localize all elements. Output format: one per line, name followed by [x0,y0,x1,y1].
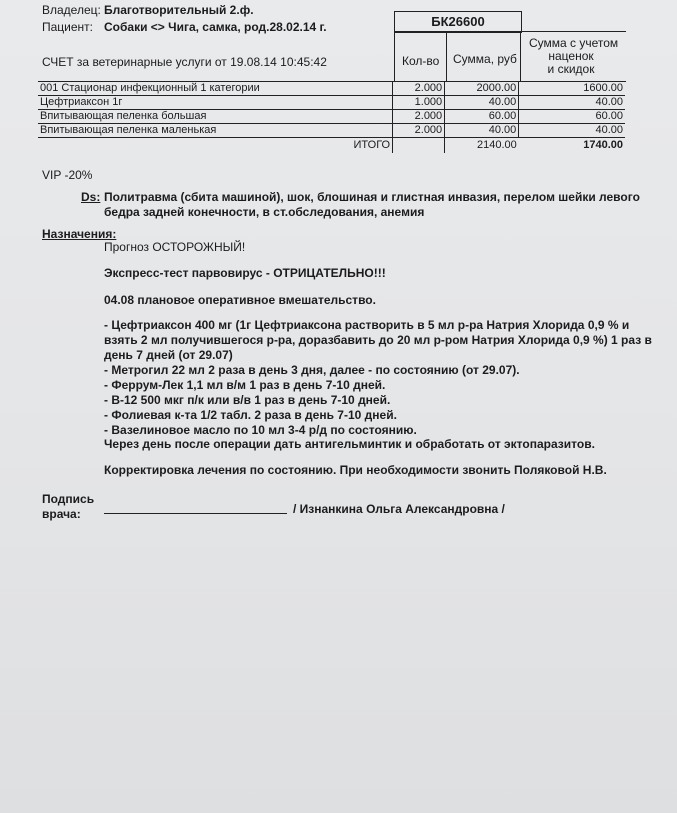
signature-line [104,513,287,514]
table-row [38,96,625,110]
diagnosis-text [104,190,640,220]
item-qty: 1.000 [393,96,445,110]
item-total: 40.00 [519,96,625,110]
owner-label: Владелец: [42,3,101,17]
item-total: 40.00 [519,124,625,138]
header-divider [446,31,447,81]
item-qty: 2.000 [393,124,445,138]
item-qty: 2.000 [393,110,445,124]
item-qty: 2.000 [393,82,445,96]
item-total: 60.00 [519,110,625,124]
item-total: 1600.00 [519,82,625,96]
medication-line: - В-12 500 мкг п/к или в/в 1 раз в день 7-10 дней. [104,393,391,407]
medication-line: взять 2 мл получившегося р-ра, доразбавить до 20 мл р-ром Натрия Хлорида 0,9 %) 1 раз в [104,333,652,347]
patient-value: Собаки <> Чига, самка, род.28.02.14 г. [104,20,327,34]
prognosis: Прогноз ОСТОРОЖНЫЙ! [104,240,246,254]
medication-line: - Вазелиновое масло по 10 мл 3-4 р/д по состоянию. [104,423,417,437]
table-row [38,110,625,124]
header-divider [394,31,395,81]
item-name: Цефтриаксон 1г [38,96,393,110]
item-sum: 40.00 [445,96,519,110]
owner-value: Благотворительный 2.ф. [104,3,254,17]
item-sum: 60.00 [445,110,519,124]
total-row [38,138,625,154]
medication-line: - Феррум-Лек 1,1 мл в/м 1 раз в день 7-10 дней. [104,378,386,392]
col-total-header-line: Сумма с учетом [529,36,619,50]
invoice-table [38,82,625,153]
col-total-header-line: и скидок [547,62,595,76]
item-name: Впитывающая пеленка большая [38,110,393,124]
header-divider [394,31,626,32]
after-surgery-note: Через день после операции дать антигельминтик и обработать от эктопаразитов. [104,437,595,451]
total-label: ИТОГО [353,139,391,151]
medication-line: - Фолиевая к-та 1/2 табл. 2 раза в день 7-10 дней. [104,408,397,422]
total-sum: 2140.00 [445,138,519,154]
correction-note: Корректировка лечения по состоянию. При необходимости звонить Поляковой Н.В. [104,463,607,477]
parvovirus-test: Экспресс-тест парвовирус - ОТРИЦАТЕЛЬНО!!! [104,266,386,280]
invoice-id: БК26600 [394,11,522,33]
medication-line: день 7 дней (от 29.07) [104,348,233,362]
medication-list [104,318,652,438]
col-total-header-line: наценок [548,49,594,63]
item-name: 001 Стационар инфекционный 1 категории [38,82,393,96]
discount-label: VIP -20% [42,168,93,182]
signature-label-line: Подпись [42,492,95,506]
medication-line: - Метрогил 22 мл 2 раза в день 3 дня, далее - по состоянию (от 29.07). [104,363,520,377]
patient-label: Пациент: [42,20,94,34]
invoice-title: СЧЕТ за ветеринарные услуги от 19.08.14 10:45:42 [42,55,327,69]
signature-label [42,492,94,522]
diagnosis-line: Политравма (сбита машиной), шок, блошиная и глистная инвазия, перелом шейки левого [104,190,640,204]
total-qty-empty [393,138,445,154]
total-final: 1740.00 [583,139,623,151]
surgery-note: 04.08 плановое оперативное вмешательство. [104,293,376,307]
header-divider [520,31,521,81]
col-sum-header: Сумма, руб [453,52,517,66]
item-sum: 2000.00 [445,82,519,96]
diagnosis-label: Ds: [81,190,101,204]
table-row [38,124,625,138]
signature-label-line: врача: [42,507,81,521]
medication-line: - Цефтриаксон 400 мг (1г Цефтриаксона растворить в 5 мл р-ра Натрия Хлорида 0,9 % и [104,318,630,332]
item-name: Впитывающая пеленка маленькая [38,124,393,138]
doctor-name: / Изнанкина Ольга Александровна / [293,502,505,516]
col-total-header [529,36,619,76]
diagnosis-line: бедра задней конечности, в ст.обследования, анемия [104,205,425,219]
prescriptions-label: Назначения: [42,227,117,241]
item-sum: 40.00 [445,124,519,138]
table-row [38,82,625,96]
col-qty-header: Кол-во [402,54,440,68]
